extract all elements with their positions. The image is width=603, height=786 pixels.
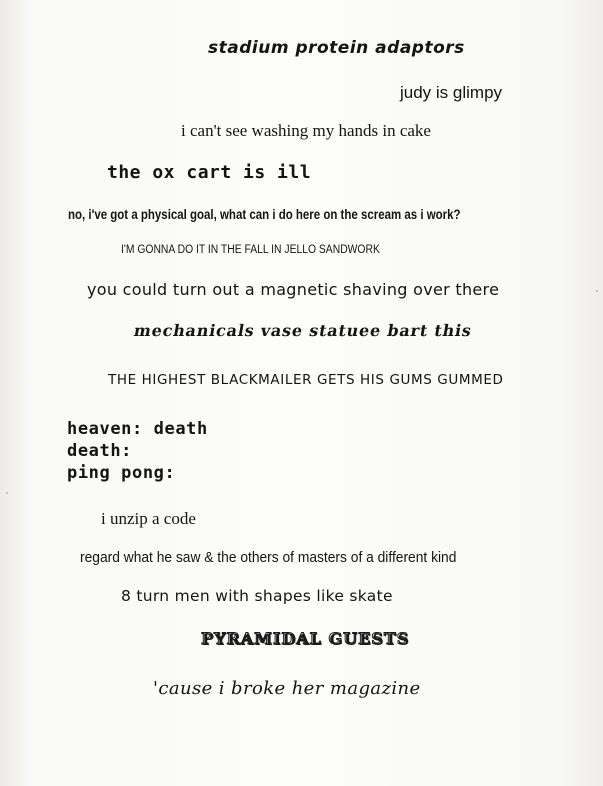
paper-speck: [6, 492, 8, 494]
poem-line-physical-goal: no, i've got a physical goal, what can i do here on the scream as i work?: [68, 206, 461, 222]
poem-line-heaven: heaven: death: [67, 419, 208, 439]
poem-line-death: death:: [67, 441, 133, 461]
poem-line-magnetic: you could turn out a magnetic shaving over there: [87, 280, 500, 299]
paper-speck: [596, 290, 598, 292]
poem-line-stadium: stadium protein adaptors: [208, 38, 465, 58]
poem-line-ping-pong: ping pong:: [67, 463, 176, 483]
poem-line-unzip: i unzip a code: [101, 509, 196, 528]
poem-line-blackmailer: THE HIGHEST BLACKMAILER GETS HIS GUMS GUMMED: [108, 372, 504, 388]
poem-line-skate: 8 turn men with shapes like skate: [121, 587, 393, 605]
poem-line-pyramidal: PYRAMIDAL GUESTS: [201, 629, 410, 648]
poem-line-mechanicals: mechanicals vase statuee bart this: [132, 321, 474, 340]
poem-line-regard: regard what he saw & the others of masters of a different kind: [80, 549, 457, 566]
poem-line-magazine: 'cause i broke her magazine: [153, 678, 421, 699]
poem-line-judy: judy is glimpy: [400, 83, 503, 102]
poem-line-ox-cart: the ox cart is ill: [107, 162, 312, 183]
poem-line-washing: i can't see washing my hands in cake: [181, 121, 431, 140]
poem-line-jello: I'M GONNA DO IT IN THE FALL IN JELLO SANDWORK: [121, 244, 380, 256]
poem-stanza-heaven: [67, 418, 208, 484]
